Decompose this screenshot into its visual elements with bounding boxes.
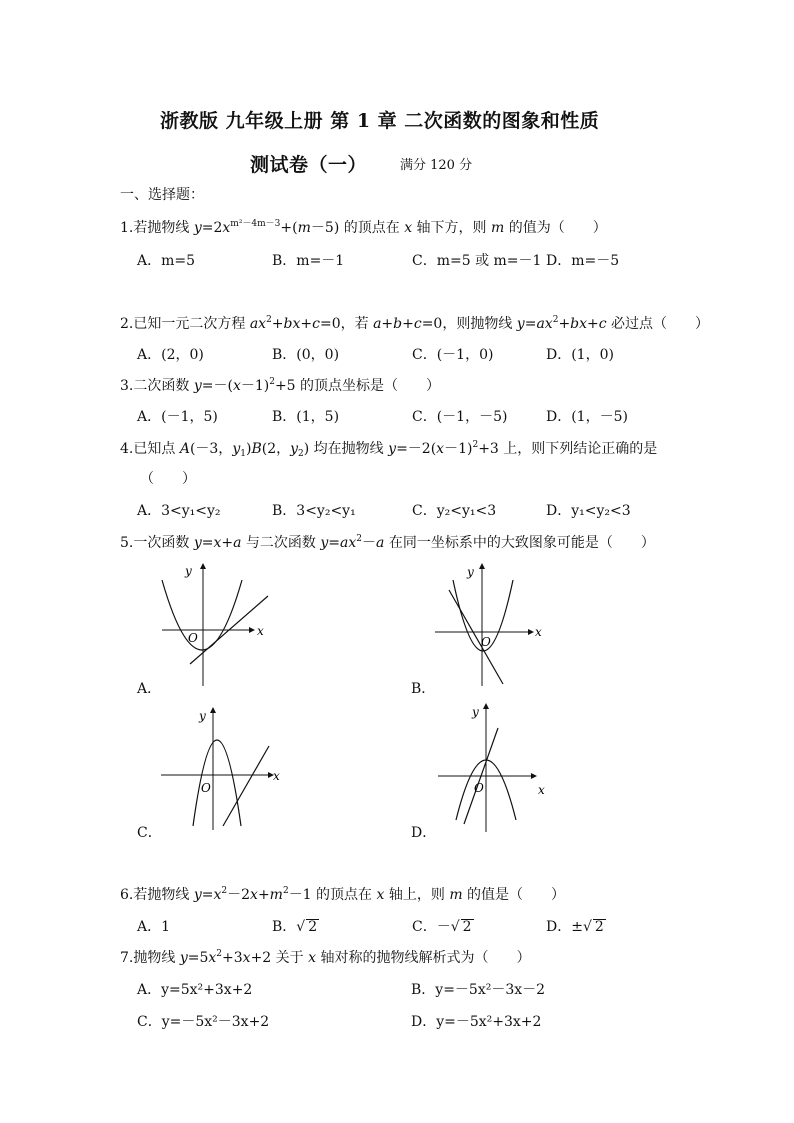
q2-option-b[interactable]: B．(0，0): [272, 347, 340, 363]
q1-option-b[interactable]: B．m=－1: [272, 253, 345, 269]
q2-option-d[interactable]: D．(1，0): [546, 347, 614, 363]
graph-b[interactable]: [425, 556, 565, 691]
full-score: 满分 120 分: [400, 158, 473, 173]
graph-a-label[interactable]: A．: [137, 681, 162, 697]
graph-a-parabola: [162, 580, 242, 650]
question-1: 1.若抛物线 $y=2x^{m^2-4m-3}+(m-5)$ 的顶点在 x 轴下方，则 m 的值为（ ）: [120, 219, 607, 236]
q3-option-d[interactable]: D．(1，－5): [546, 409, 628, 425]
graph-a[interactable]: [150, 556, 290, 691]
q2-option-a[interactable]: A．(2，0): [137, 347, 204, 363]
question-5: 5.一次函数 y=x+a 与二次函数 $y=ax^2-a$ 在同一坐标系中的大致图象可能是（ ）: [120, 534, 655, 551]
question-6: 6.若抛物线 $y=x^2-2x+m^2-1$ 的顶点在 x 轴上，则 m 的值是（ ）: [120, 886, 566, 903]
graph-b-label[interactable]: B．: [411, 681, 436, 697]
q7-option-d[interactable]: D．y=－5x²+3x+2: [411, 1014, 542, 1030]
question-4-paren: （ ）: [140, 471, 196, 487]
question-4: 4.已知点 A(－3，$y_1)B(2$，$y_2$) 均在抛物线 $y=-2(x-1)^2+3$ 上，则下列结论正确的是: [120, 440, 658, 459]
question-7: 7.抛物线 $y=5x^2+3x+2$ 关于 x 轴对称的抛物线解析式为（ ）: [120, 949, 531, 966]
q7-option-c[interactable]: C．y=－5x²－3x+2: [137, 1014, 270, 1030]
q2-option-c[interactable]: C．(－1，0): [412, 347, 494, 363]
question-2: 2.已知一元二次方程 $ax^2+bx+c=0$，若 a+b+c=0，则抛物线 $y=ax^2+bx+c$ 必过点（ ）: [120, 315, 710, 332]
graph-c-origin: O: [201, 781, 211, 795]
graph-c[interactable]: [155, 700, 295, 835]
q3-option-b[interactable]: B．(1，5): [272, 409, 340, 425]
graph-b-line: [449, 590, 503, 684]
graph-a-y-label: y: [185, 564, 192, 578]
page-subtitle: 测试卷（一）: [250, 154, 368, 176]
q1-exponent: m²－4m－3: [230, 219, 281, 229]
q7-option-b[interactable]: B．y=－5x²－3x－2: [411, 982, 546, 998]
q4-option-c[interactable]: C．y₂<y₁<3: [412, 503, 497, 519]
graph-b-x-label: x: [535, 625, 542, 639]
graph-d-origin: O: [474, 781, 484, 795]
graph-b-origin: O: [481, 635, 491, 649]
graph-d-y-label: y: [472, 705, 479, 719]
q6-option-b[interactable]: B．√ 2: [272, 919, 318, 935]
graph-d-label[interactable]: D．: [411, 825, 437, 841]
graph-b-y-label: y: [467, 565, 474, 579]
graph-c-x-label: x: [273, 769, 280, 783]
q6-option-c[interactable]: C．－√ 2: [412, 919, 472, 935]
q6-option-a[interactable]: A．1: [137, 919, 171, 935]
q4-option-a[interactable]: A．3<y₁<y₂: [137, 503, 221, 519]
page-title: 浙教版 九年级上册 第 1 章 二次函数的图象和性质: [160, 110, 600, 132]
q4-option-b[interactable]: B．3<y₂<y₁: [272, 503, 356, 519]
graph-c-y-label: y: [199, 709, 206, 723]
q3-option-c[interactable]: C．(－1，－5): [412, 409, 508, 425]
q6-option-d[interactable]: D．±√ 2: [546, 919, 604, 935]
q4-option-d[interactable]: D．y₁<y₂<3: [546, 503, 631, 519]
graph-a-x-label: x: [257, 624, 264, 638]
q1-option-c[interactable]: C．m=5 或 m=－1: [412, 253, 542, 269]
graph-d[interactable]: [428, 700, 568, 835]
q7-option-a[interactable]: A．y=5x²+3x+2: [137, 982, 253, 998]
q1-option-a[interactable]: A．m=5: [137, 253, 196, 269]
question-3: 3.二次函数 $y=-(x-1)^2+5$ 的顶点坐标是（ ）: [120, 377, 441, 394]
graph-d-x-label: x: [538, 783, 545, 797]
graph-c-line: [223, 746, 269, 826]
section-heading: 一、选择题：: [120, 187, 204, 203]
q1-option-d[interactable]: D．m=－5: [546, 253, 620, 269]
graph-a-origin: O: [188, 631, 198, 645]
graph-c-label[interactable]: C．: [137, 825, 162, 841]
q3-option-a[interactable]: A．(－1，5): [137, 409, 218, 425]
